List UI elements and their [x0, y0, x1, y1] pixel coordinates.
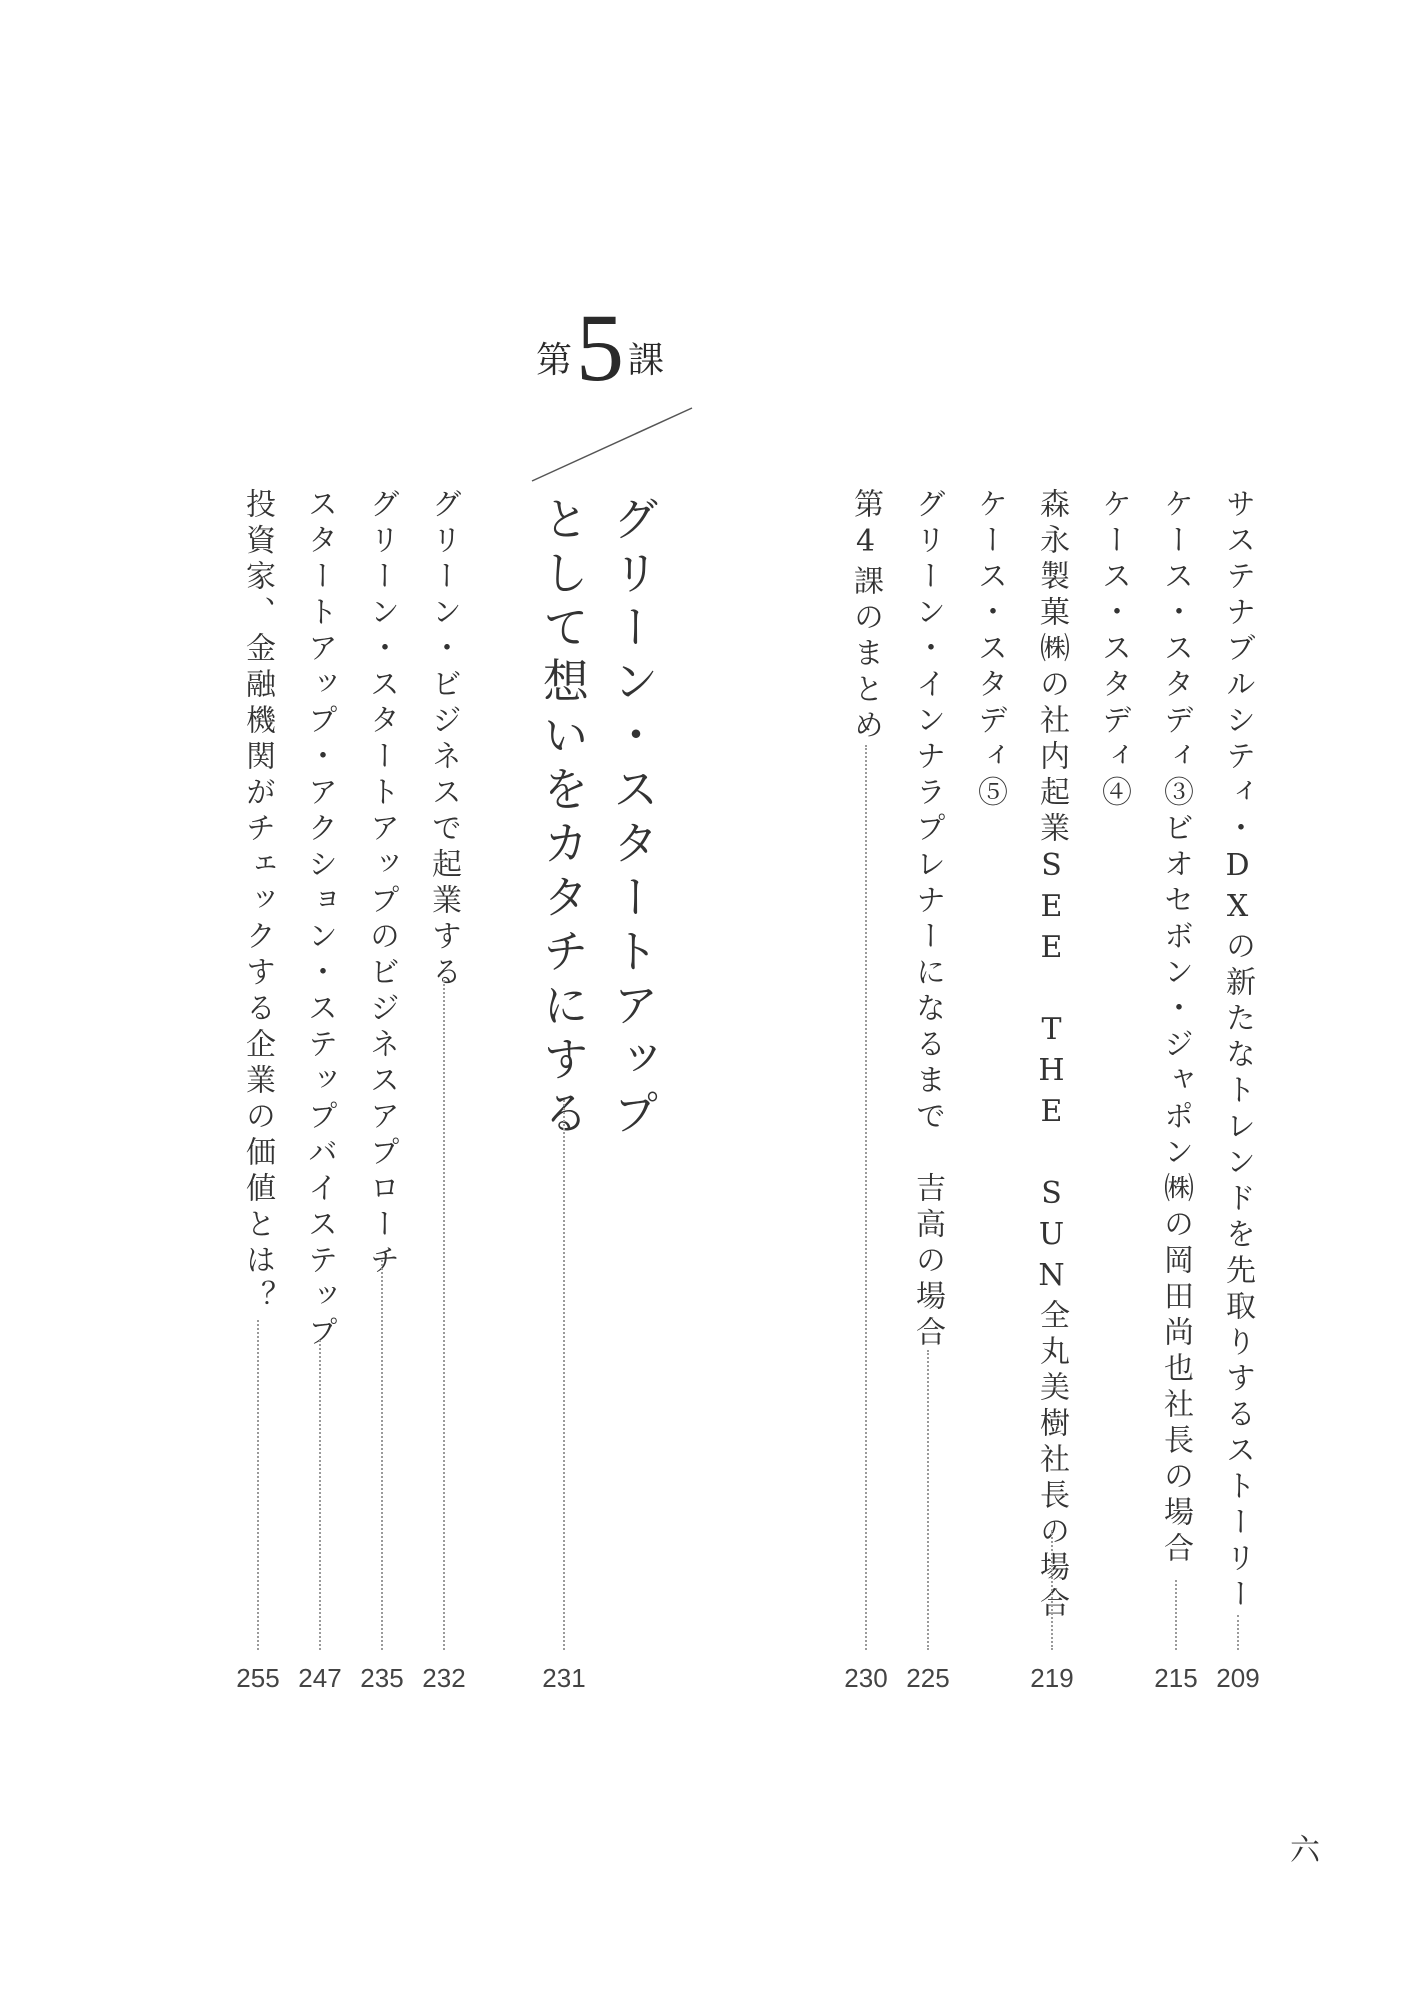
toc-entry-intrapreneur: グリーン・インナラプレナーになるまで 吉高の場合	[910, 488, 945, 1352]
toc-leader	[1051, 1530, 1053, 1650]
toc-entry-business-approach: グリーン・スタートアップのビジネスアプローチ	[364, 488, 399, 1280]
toc-entry-case-study-3: ケース・スタディ③ビオセボン・ジャポン㈱の岡田尚也社長の場合	[1158, 488, 1193, 1568]
toc-entry-sustainable-city: サステナブルシティ・DXの新たなトレンドを先取りするストーリー	[1220, 488, 1255, 1614]
toc-page-number: 209	[1216, 1663, 1260, 1693]
toc-entry-morinaga: 森永製菓㈱の社内起業SEE THE SUN全丸美樹社長の場合	[1034, 488, 1069, 1623]
toc-page-number: 235	[360, 1663, 404, 1693]
toc-page-number: 255	[236, 1663, 280, 1693]
toc-entry-investor-value: 投資家、金融機関がチェックする企業の価値とは？	[240, 488, 275, 1316]
toc-entry-case-study-4: ケース・スタディ④	[1096, 488, 1131, 812]
toc-leader	[865, 745, 867, 1650]
toc-page-number: 215	[1154, 1663, 1198, 1693]
chapter-title-line2: として想いをカタチにする	[536, 495, 590, 1143]
toc-page-number: 247	[298, 1663, 342, 1693]
toc-entry-action-steps: スタートアップ・アクション・ステップバイステップ	[302, 488, 337, 1352]
toc-leader	[319, 1340, 321, 1650]
chapter-page-number: 231	[542, 1663, 586, 1693]
toc-page-number: 219	[1030, 1663, 1074, 1693]
toc-page-number: 225	[906, 1663, 950, 1693]
toc-leader	[927, 1350, 929, 1650]
toc-entry-green-business: グリーン・ビジネスで起業する	[426, 488, 461, 992]
toc-entry-chapter4-summary: 第4課のまとめ	[848, 488, 883, 745]
chapter-title-line1: グリーン・スタートアップ	[606, 495, 660, 1143]
toc-leader	[1237, 1615, 1239, 1650]
toc-leader	[443, 980, 445, 1650]
toc-leader	[257, 1320, 259, 1650]
chapter-heading	[520, 294, 680, 401]
toc-entry-case-study-5: ケース・スタディ⑤	[972, 488, 1007, 812]
toc-leader	[381, 1260, 383, 1650]
chapter-label-pre: 第	[535, 340, 572, 381]
page-folio: 六	[1290, 1833, 1320, 1868]
chapter-number: 5	[576, 294, 624, 401]
toc-page-number: 232	[422, 1663, 466, 1693]
toc-page-number: 230	[844, 1663, 888, 1693]
chapter-label-post: 課	[628, 340, 665, 381]
toc-leader	[563, 1100, 565, 1650]
toc-leader	[1175, 1580, 1177, 1650]
